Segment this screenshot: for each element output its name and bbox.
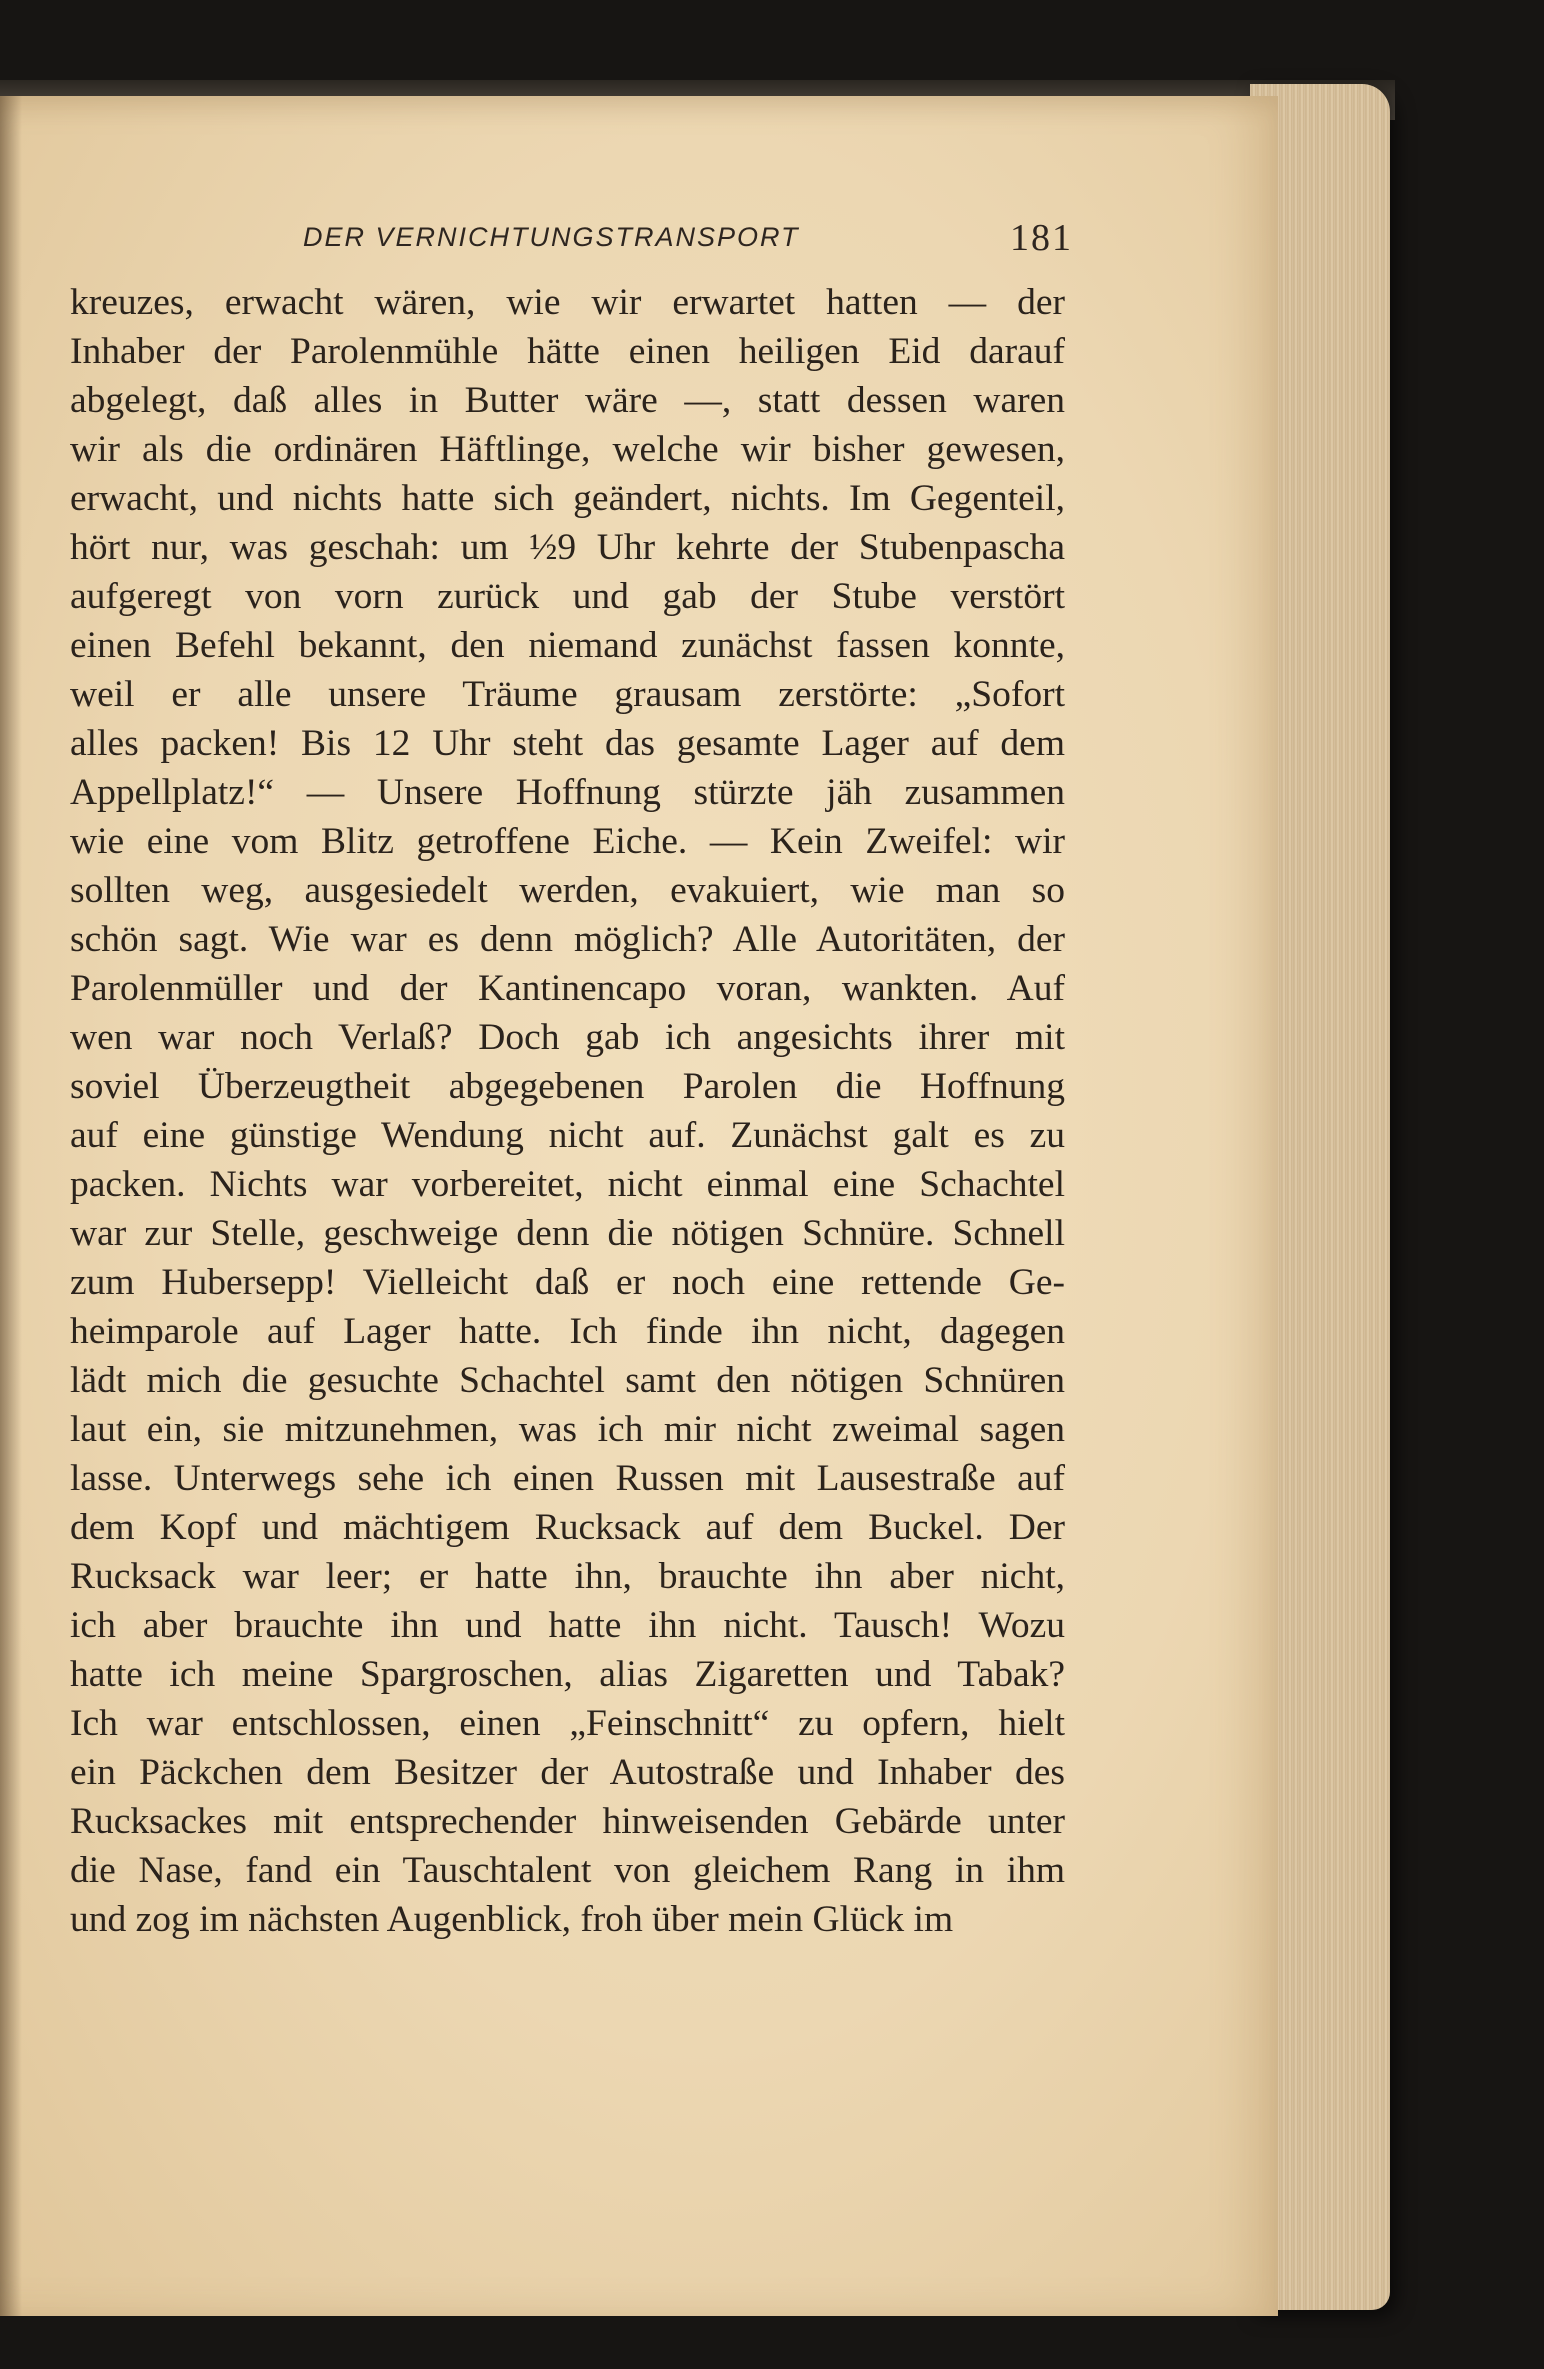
text-line: wen war noch Verlaß? Doch gab ich angesichts ihrer mit	[70, 1017, 1065, 1058]
text-line: sollten weg, ausgesiedelt werden, evakuiert, wie man so	[70, 870, 1065, 911]
text-line: Ich war entschlossen, einen „Feinschnitt“ zu opfern, hielt	[70, 1703, 1065, 1744]
text-line: Rucksackes mit entsprechender hinweisenden Gebärde unter	[70, 1801, 1065, 1842]
text-line: ein Päckchen dem Besitzer der Autostraße und Inhaber des	[70, 1752, 1065, 1793]
text-line: Rucksack war leer; er hatte ihn, brauchte ihn aber nicht,	[70, 1556, 1065, 1597]
text-line: packen. Nichts war vorbereitet, nicht einmal eine Schachtel	[70, 1164, 1065, 1205]
text-line: weil er alle unsere Träume grausam zerstörte: „Sofort	[70, 674, 1065, 715]
page-number: 181	[1010, 217, 1073, 259]
text-line: kreuzes, erwacht wären, wie wir erwartet hatten — der	[70, 282, 1065, 323]
text-line: alles packen! Bis 12 Uhr steht das gesamte Lager auf dem	[70, 723, 1065, 764]
text-line: Parolenmüller und der Kantinencapo voran, wankten. Auf	[70, 968, 1065, 1009]
text-line: lasse. Unterwegs sehe ich einen Russen mit Lausestraße auf	[70, 1458, 1065, 1499]
text-line: Inhaber der Parolenmühle hätte einen heiligen Eid darauf	[70, 331, 1065, 372]
text-line: wir als die ordinären Häftlinge, welche wir bisher gewesen,	[70, 429, 1065, 470]
running-title: DER VERNICHTUNGSTRANSPORT	[303, 222, 800, 252]
text-line: wie eine vom Blitz getroffene Eiche. — Kein Zweifel: wir	[70, 821, 1065, 862]
text-line: zum Hubersepp! Vielleicht daß er noch eine rettende Ge-	[70, 1262, 1065, 1303]
text-line: Appellplatz!“ — Unsere Hoffnung stürzte jäh zusammen	[70, 772, 1065, 813]
text-line: heimparole auf Lager hatte. Ich finde ihn nicht, dagegen	[70, 1311, 1065, 1352]
text-line: hört nur, was geschah: um ½9 Uhr kehrte der Stubenpascha	[70, 527, 1065, 568]
text-line: auf eine günstige Wendung nicht auf. Zunächst galt es zu	[70, 1115, 1065, 1156]
text-line: und zog im nächsten Augenblick, froh über mein Glück im	[70, 1899, 954, 1940]
text-line: hatte ich meine Spargroschen, alias Zigaretten und Tabak?	[70, 1654, 1065, 1695]
text-line: soviel Überzeugtheit abgegebenen Parolen die Hoffnung	[70, 1066, 1065, 1107]
gutter-shadow	[0, 96, 22, 2316]
text-line: dem Kopf und mächtigem Rucksack auf dem Buckel. Der	[70, 1507, 1065, 1548]
text-line: schön sagt. Wie war es denn möglich? Alle Autoritäten, der	[70, 919, 1065, 960]
text-line: die Nase, fand ein Tauschtalent von gleichem Rang in ihm	[70, 1850, 1065, 1891]
text-line: war zur Stelle, geschweige denn die nötigen Schnüre. Schnell	[70, 1213, 1065, 1254]
text-line: laut ein, sie mitzunehmen, was ich mir nicht zweimal sagen	[70, 1409, 1065, 1450]
text-line: erwacht, und nichts hatte sich geändert, nichts. Im Gegenteil,	[70, 478, 1065, 519]
body-text	[70, 278, 1065, 1944]
text-line: lädt mich die gesuchte Schachtel samt den nötigen Schnüren	[70, 1360, 1065, 1401]
text-line: abgelegt, daß alles in Butter wäre —, statt dessen waren	[70, 380, 1065, 421]
text-line: einen Befehl bekannt, den niemand zunächst fassen konnte,	[70, 625, 1065, 666]
text-line: ich aber brauchte ihn und hatte ihn nicht. Tausch! Wozu	[70, 1605, 1065, 1646]
text-line: aufgeregt von vorn zurück und gab der Stube verstört	[70, 576, 1065, 617]
